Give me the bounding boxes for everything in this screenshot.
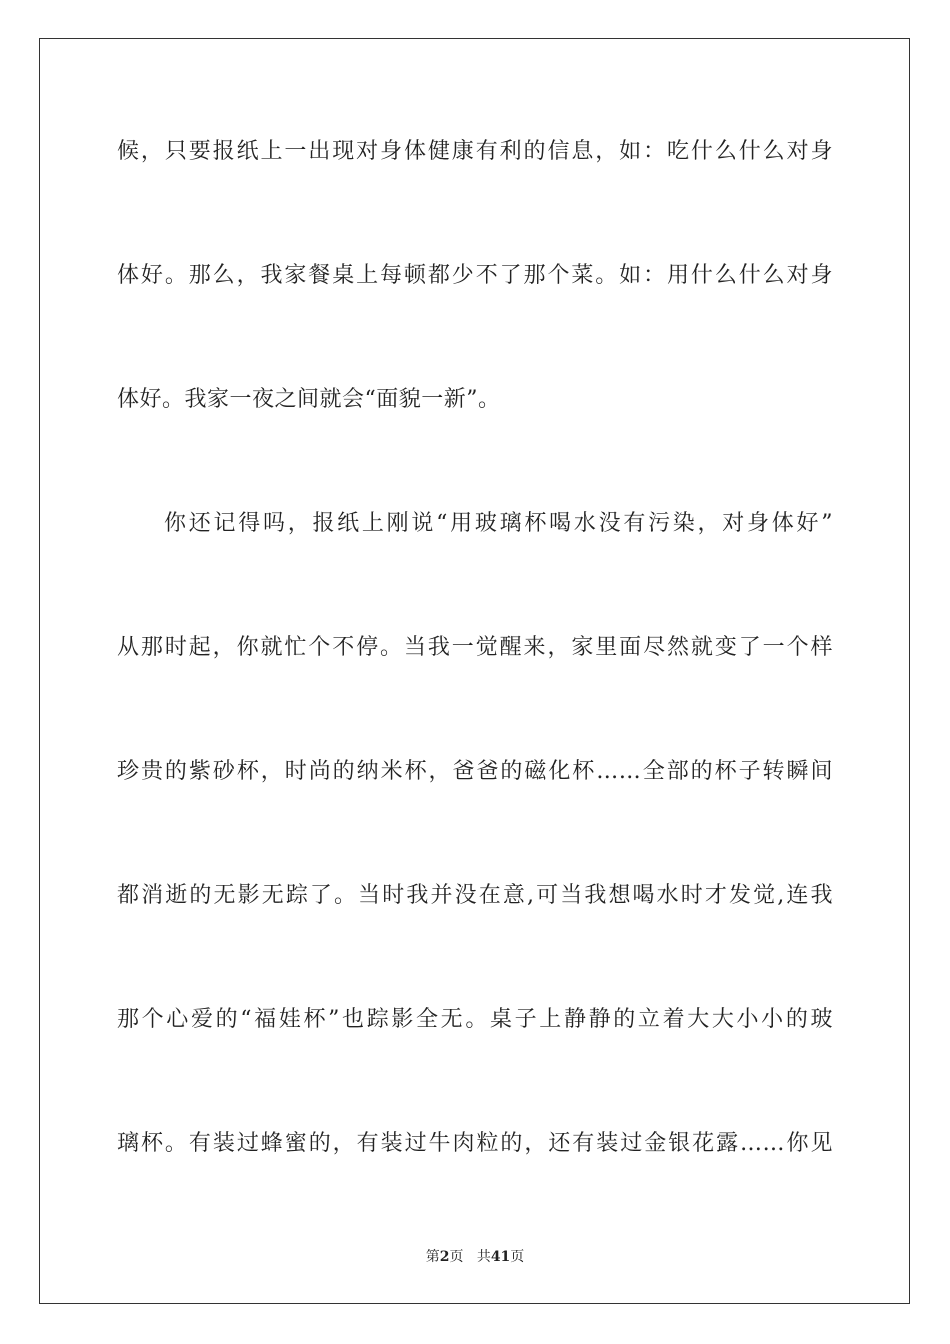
paragraph-line: 都消逝的无影无踪了。当时我并没在意,可当我想喝水时才发觉,连我	[117, 883, 833, 908]
paragraph-line: 璃杯。有装过蜂蜜的，有装过牛肉粒的，还有装过金银花露……你见	[117, 1131, 833, 1156]
total-prefix: 共	[476, 1249, 491, 1265]
paragraph-line: 那个心爱的“福娃杯”也踪影全无。桌子上静静的立着大大小小的玻	[117, 1007, 833, 1032]
paragraph-line: 体好。我家一夜之间就会“面貌一新”。	[117, 387, 501, 412]
paragraph-line: 从那时起，你就忙个不停。当我一觉醒来，家里面尽然就变了一个样	[117, 635, 833, 660]
paragraph-line: 体好。那么，我家餐桌上每顿都少不了那个菜。如：用什么什么对身	[117, 263, 833, 288]
paragraph-line: 候，只要报纸上一出现对身体健康有利的信息，如：吃什么什么对身	[117, 139, 833, 164]
page-footer	[0, 1248, 950, 1266]
page-prefix: 第	[425, 1249, 440, 1265]
page-total: 41	[490, 1249, 511, 1265]
page-current: 2	[439, 1249, 450, 1265]
page-suffix: 页	[449, 1249, 464, 1265]
paragraph-line: 你还记得吗，报纸上刚说“用玻璃杯喝水没有污染，对身体好”	[164, 511, 833, 536]
total-suffix: 页	[510, 1249, 525, 1265]
page-border	[39, 38, 910, 1304]
paragraph-line: 珍贵的紫砂杯，时尚的纳米杯，爸爸的磁化杯……全部的杯子转瞬间	[117, 759, 833, 784]
